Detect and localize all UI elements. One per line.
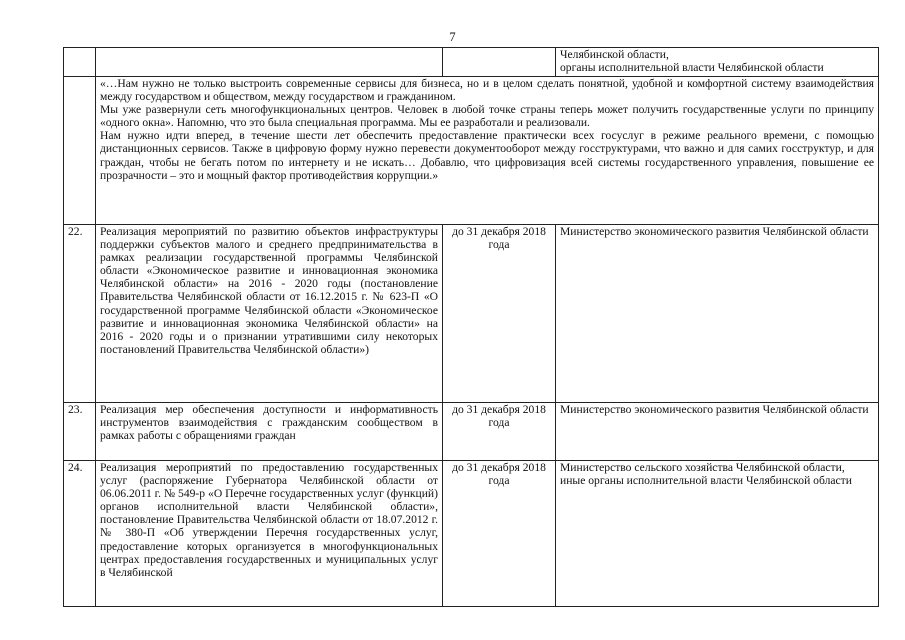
responsible-line: Министерство сельского хозяйства Челябинской области, (560, 461, 845, 474)
quote-paragraph: Нам нужно идти вперед, в течение шести лет обеспечить предоставление практически всех госуслуг в режиме реального времени, с помощью дистанционных сервисов. Также в цифровую форму нужно перевести документооборот между госструктурами, что важно и для самих госструктур, и для граждан, чтобы не бегать потом по интернету и не искать… Добавлю, что цифровизация всей системы государственного управления, повышение ее прозрачности – это и мощный фактор противодействия коррупции.» (100, 129, 874, 182)
row-deadline: до 31 декабря 2018 года (443, 403, 556, 461)
row-responsible (556, 225, 879, 403)
row-activity: Реализация мер обеспечения доступности и информативность инструментов взаимодействия с гражданским сообществом в рамках работы с обращениями граждан (96, 403, 443, 461)
cell-deadline-empty (443, 48, 556, 77)
table-row (64, 403, 879, 461)
table-row-continuation (64, 48, 879, 77)
table-row (64, 461, 879, 607)
table-row (64, 225, 879, 403)
responsible-line: Министерство экономического развития Челябинской области (560, 403, 869, 416)
row-number: 23. (64, 403, 96, 461)
cell-num-empty (64, 77, 96, 225)
responsible-line: иные органы исполнительной власти Челябинской области (560, 474, 852, 488)
row-activity: Реализация мероприятий по развитию объектов инфраструктуры поддержки субъектов малого и среднего предпринимательства в рамках реализации государственной программы Челябинской области «Экономическое развитие и инновационная экономика Челябинской области» на 2016 - 2020 годы (постановление Правительства Челябинской области от 16.12.2015 г. № 623-П «О государственной программе Челябинской области «Экономическое развитие и инновационная экономика Челябинской области» на 2016 - 2020 годы и о признании утратившими силу некоторых постановлений Правительства Челябинской области») (96, 225, 443, 403)
row-deadline: до 31 декабря 2018 года (443, 225, 556, 403)
row-number: 22. (64, 225, 96, 403)
row-deadline: до 31 декабря 2018 года (443, 461, 556, 607)
page-number: 7 (449, 30, 456, 44)
table-row-quote (64, 77, 879, 225)
cell-activity-empty (96, 48, 443, 77)
cell-num-empty (64, 48, 96, 77)
row-responsible (556, 461, 879, 607)
quote-cell (96, 77, 879, 225)
quote-paragraph: «…Нам нужно не только выстроить современные сервисы для бизнеса, но и в целом сделать понятной, удобной и комфортной систему взаимодействия между государством и обществом, между государством и гражданином. (100, 77, 874, 104)
responsible-line: Челябинской области, (560, 48, 669, 61)
responsible-line: Министерство экономического развития Челябинской области (560, 225, 869, 238)
row-number: 24. (64, 461, 96, 607)
responsible-line: органы исполнительной власти Челябинской области (560, 61, 824, 75)
plan-table (63, 47, 879, 607)
row-activity (96, 461, 443, 607)
quote-paragraph: Мы уже развернули сеть многофункциональных центров. Человек в любой точке страны теперь может получить государственные услуги по принципу «одного окна». Напомню, что это была специальная программа. Мы ее разработали и реализовали. (100, 103, 874, 130)
cell-responsible (556, 48, 879, 77)
row-responsible (556, 403, 879, 461)
row-activity-text: Реализация мероприятий по предоставлению государственных услуг (распоряжение Губернатора Челябинской области от 06.06.2011 г. № 549-р «О Перечне государственных услуг (функций) органов исполнительной власти Челябинской области», постановление Правительства Челябинской области от 18.07.2012 г. № 380-П «Об утверждении Перечня государственных услуг, предоставление которых организуется в многофункциональных центрах предоставления государственных и муниципальных услуг в Челябинской (100, 461, 438, 579)
